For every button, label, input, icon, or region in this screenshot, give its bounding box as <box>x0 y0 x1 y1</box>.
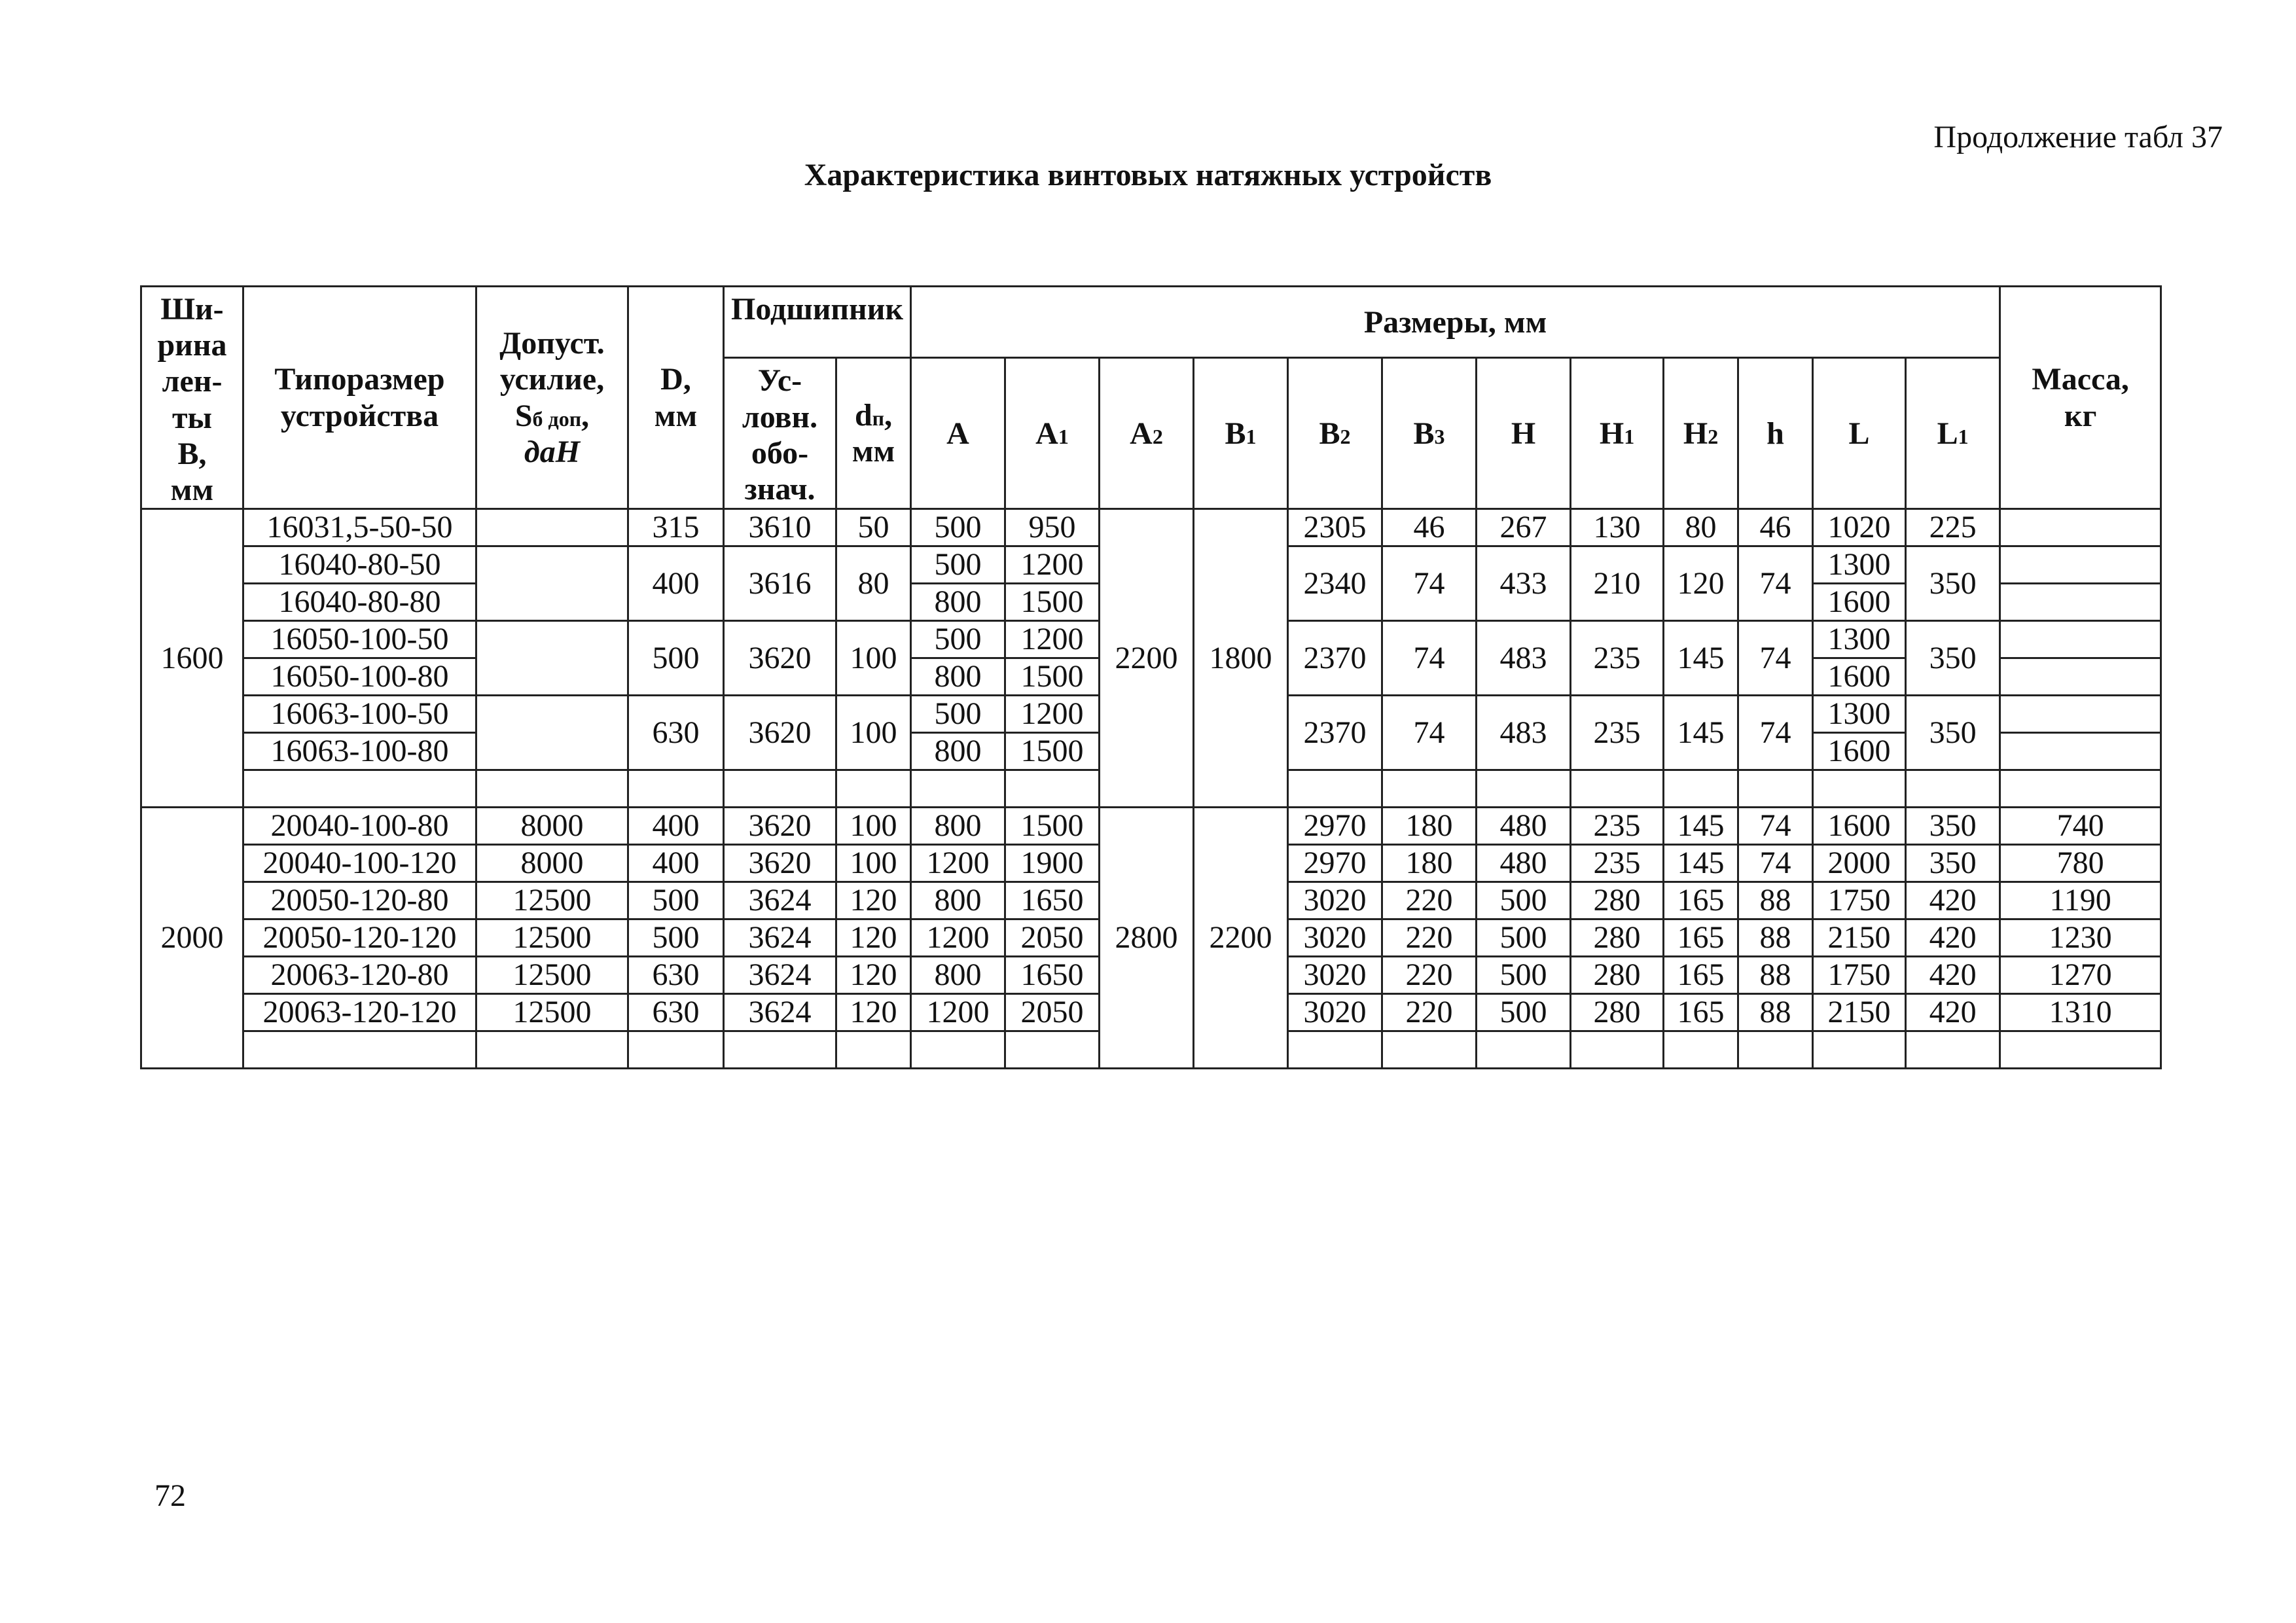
header-diameter: D, мм <box>628 287 724 509</box>
belt-width-1600: 1600 <box>141 509 243 808</box>
header-col-b3: B3 <box>1382 358 1477 509</box>
header-device-type: Типоразмер устройства <box>243 287 476 509</box>
header-col-a2: A2 <box>1100 358 1194 509</box>
header-col-b1: B1 <box>1194 358 1288 509</box>
table-row: 16063-100-50 630 3620 100 500 1200 2370 74 483 235 145 74 1300 350 <box>141 696 2161 733</box>
header-bearing-code: Ус- ловн. обо- знач. <box>724 358 836 509</box>
spec-table <box>140 285 2162 1069</box>
header-col-h1: H1 <box>1571 358 1664 509</box>
table-row: 20050-120-120 12500 500 3624 120 1200 2050 3020 220 500 280 165 88 2150 420 1230 <box>141 919 2161 957</box>
continuation-label: Продолжение табл 37 <box>1933 120 2223 154</box>
header-col-h-small: h <box>1738 358 1813 509</box>
header-col-b2: B2 <box>1288 358 1382 509</box>
table-row: 16040-80-80 800 1500 1600 <box>141 584 2161 621</box>
table-header <box>141 287 2161 509</box>
page-title: Характеристика винтовых натяжных устройств <box>804 158 1492 192</box>
table-row: 16050-100-50 500 3620 100 500 1200 2370 74 483 235 145 74 1300 350 <box>141 621 2161 658</box>
header-mass: Масса, кг <box>2000 287 2161 509</box>
table-row: 20063-120-80 12500 630 3624 120 800 1650 3020 220 500 280 165 88 1750 420 1270 <box>141 957 2161 994</box>
table-row: 2000 20040-100-80 8000 400 3620 100 800 1500 2800 2200 2970 180 480 235 145 74 1600 350 740 <box>141 808 2161 845</box>
page-number: 72 <box>154 1478 186 1513</box>
header-belt-width: Ши- рина лен- ты В, мм <box>141 287 243 509</box>
b1-1600: 1800 <box>1194 509 1288 808</box>
header-col-a: A <box>911 358 1005 509</box>
belt-width-2000: 2000 <box>141 808 243 1069</box>
table-row: 16050-100-80 800 1500 1600 <box>141 658 2161 696</box>
b1-2000: 2200 <box>1194 808 1288 1069</box>
table-row: 1600 16031,5-50-50 315 3610 50 500 950 2200 1800 2305 46 267 130 80 46 1020 225 <box>141 509 2161 546</box>
table-body <box>141 509 2161 1069</box>
header-bearing: Подшипник <box>724 287 911 358</box>
header-bearing-dp: dп, мм <box>836 358 911 509</box>
header-col-h2: H2 <box>1664 358 1738 509</box>
header-dimensions: Размеры, мм <box>911 287 2000 358</box>
header-col-l: L <box>1813 358 1906 509</box>
header-col-h-big: H <box>1477 358 1571 509</box>
header-allowed-force: Допуст. усилие, Sб доп, даН <box>476 287 628 509</box>
a2-2000: 2800 <box>1100 808 1194 1069</box>
header-col-l1: L1 <box>1906 358 2000 509</box>
header-col-a1: A1 <box>1005 358 1100 509</box>
table-row: 20050-120-80 12500 500 3624 120 800 1650 3020 220 500 280 165 88 1750 420 1190 <box>141 882 2161 919</box>
a2-1600: 2200 <box>1100 509 1194 808</box>
table-row: 20063-120-120 12500 630 3624 120 1200 2050 3020 220 500 280 165 88 2150 420 1310 <box>141 994 2161 1031</box>
table-row: 16063-100-80 800 1500 1600 <box>141 733 2161 770</box>
table-row: 20040-100-120 8000 400 3620 100 1200 1900 2970 180 480 235 145 74 2000 350 780 <box>141 845 2161 882</box>
table-row: 16040-80-50 400 3616 80 500 1200 2340 74 433 210 120 74 1300 350 <box>141 546 2161 584</box>
